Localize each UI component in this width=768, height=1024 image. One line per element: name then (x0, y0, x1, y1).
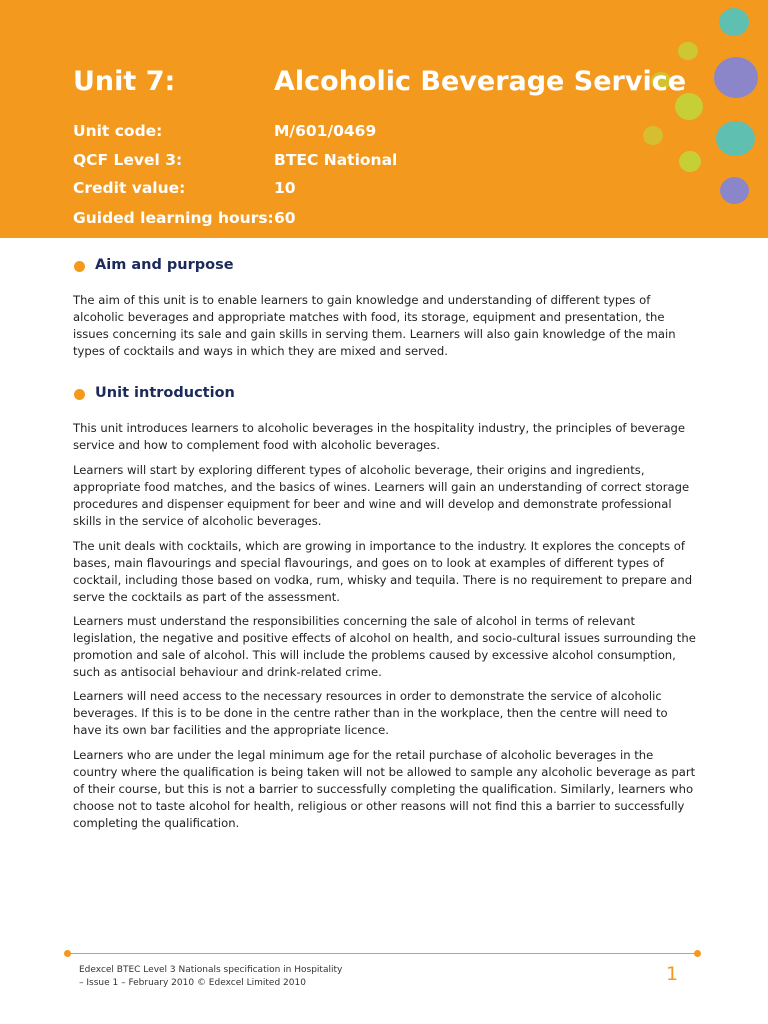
decorative-dot (720, 177, 749, 204)
section-heading-introduction (74, 382, 474, 404)
decorative-dot (679, 151, 701, 172)
header-banner (0, 0, 768, 238)
meta-label: QCF Level 3: (73, 151, 183, 169)
paragraph: The aim of this unit is to enable learners to gain knowledge and understanding of different types of alcoholic beverages and appropriate matches with food, its storage, equipment and presentation, the issues concerning its sale and gain skills in serving them. Learners will also gain knowledge of the main types of cocktails and ways in which they are mixed and served. (73, 293, 676, 358)
meta-value: M/601/0469 (274, 122, 377, 140)
footer-text-line-1: Edexcel BTEC Level 3 Nationals specification in Hospitality (79, 965, 343, 975)
paragraph: Learners will start by exploring different types of alcoholic beverage, their origins and ingredients, appropriate food matches, and the basics of wines. Learners will gain an understanding of correct storage procedures and dispenser equipment for beer and wine and will develop and demonstrate professional skills in the service of alcoholic beverages. (73, 463, 690, 528)
decorative-dot (678, 42, 698, 60)
bullet-icon (74, 261, 85, 272)
section-heading-aim (74, 254, 474, 276)
page-number: 1 (666, 963, 679, 985)
meta-label: Unit code: (73, 122, 163, 140)
decorative-dot (643, 126, 663, 145)
unit-number: Unit 7: (73, 66, 176, 97)
decorative-dot (716, 121, 755, 156)
paragraph: This unit introduces learners to alcoholic beverages in the hospitality industry, the principles of beverage service and how to complement food with alcoholic beverages. (73, 421, 686, 452)
meta-row-qcf-level (73, 149, 473, 171)
meta-row-credit-value (73, 177, 473, 199)
section-title: Aim and purpose (95, 257, 234, 273)
meta-label: Guided learning hours: (73, 209, 274, 227)
meta-value: 60 (274, 209, 296, 227)
bullet-icon (74, 389, 85, 400)
divider-end-dot (694, 950, 701, 957)
meta-row-unit-code (73, 120, 473, 142)
meta-value: BTEC National (274, 151, 398, 169)
paragraph: Learners will need access to the necessary resources in order to demonstrate the service of alcoholic beverages. If this is to be done in the centre rather than in the workplace, then the centre will need to have its own bar facilities and the appropriate licence. (73, 689, 668, 737)
decorative-dot (719, 8, 749, 36)
decorative-dot (714, 57, 758, 98)
meta-value: 10 (274, 179, 296, 197)
meta-row-guided-learning-hours (73, 207, 473, 229)
divider-end-dot (64, 950, 71, 957)
paragraph: Learners who are under the legal minimum age for the retail purchase of alcoholic beverages in the country where the qualification is being taken will not be allowed to sample any alcoholic beverage as part of their course, but this is not a barrier to successfully completing the qualification. Similarly, learners who choose not to taste alcohol for health, religious or other reasons will not find this a barrier to successfully completing the qualification. (73, 748, 696, 830)
paragraph: Learners must understand the responsibilities concerning the sale of alcohol in terms of relevant legislation, the negative and positive effects of alcohol on health, and socio-cultural issues surrounding the promotion and sale of alcohol. This will include the problems caused by excessive alcohol consumption, such as antisocial behaviour and drink-related crime. (73, 614, 696, 679)
paragraph: The unit deals with cocktails, which are growing in importance to the industry. It explores the concepts of bases, main flavourings and special flavourings, and goes on to look at examples of different types of cocktail, including those based on vodka, rum, whisky and tequila. There is no requirement to prepare and serve the cocktails as part of the assessment. (73, 539, 693, 604)
section-title: Unit introduction (95, 385, 235, 401)
footer-text-line-2: – Issue 1 – February 2010 © Edexcel Limited 2010 (79, 978, 306, 988)
meta-label: Credit value: (73, 179, 186, 197)
unit-title: Alcoholic Beverage Service (274, 66, 687, 97)
footer-divider (67, 953, 697, 954)
